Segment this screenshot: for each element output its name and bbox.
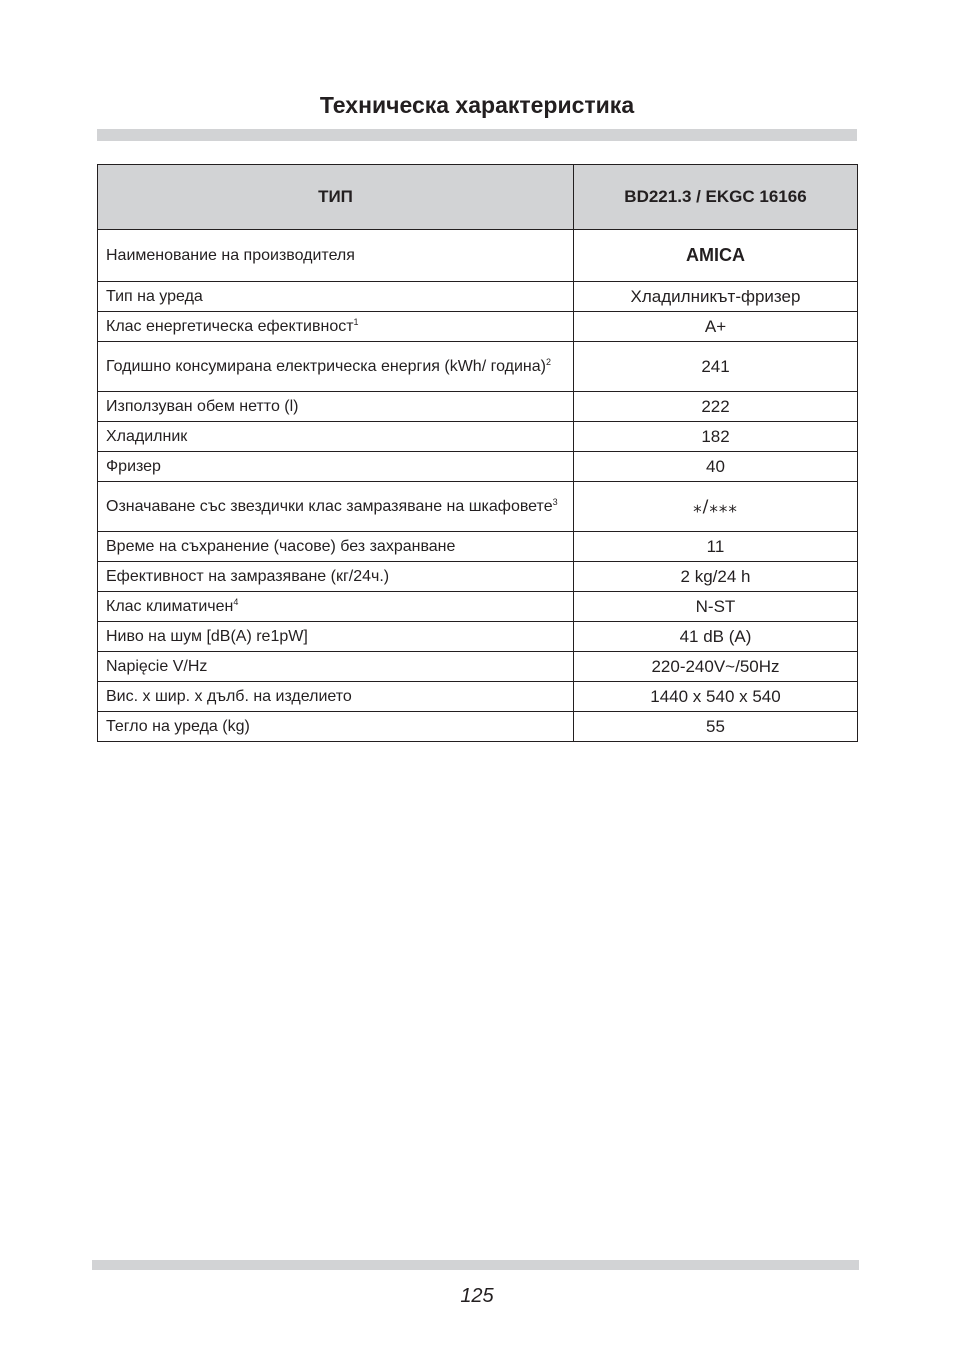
row-label: Означаване със звездички клас замразяване на шкафовете$^3$ bbox=[98, 482, 574, 532]
footer-divider bbox=[92, 1260, 859, 1270]
row-label: Вис. x шир. x дълб. на изделието bbox=[98, 682, 574, 712]
row-value: 41 dB (A) bbox=[574, 622, 858, 652]
row-value: Хладилникът-фризер bbox=[574, 282, 858, 312]
table-row bbox=[98, 562, 858, 592]
row-label: Време на съхранение (часове) без захранване bbox=[98, 532, 574, 562]
table-row bbox=[98, 622, 858, 652]
table-row bbox=[98, 282, 858, 312]
row-value: 182 bbox=[574, 422, 858, 452]
row-label: Клас климатичен$^4$ bbox=[98, 592, 574, 622]
row-label: Хладилник bbox=[98, 422, 574, 452]
row-value: 222 bbox=[574, 392, 858, 422]
table-row bbox=[98, 482, 858, 532]
row-label: Годишно консумирана електрическа енергия (kWh/ година)$^2$ bbox=[98, 342, 574, 392]
row-value: A+ bbox=[574, 312, 858, 342]
row-value: 2 kg/24 h bbox=[574, 562, 858, 592]
row-value: 11 bbox=[574, 532, 858, 562]
page-number: 125 bbox=[460, 1285, 494, 1307]
row-label: Наименование на производителя bbox=[98, 230, 574, 282]
table-row bbox=[98, 392, 858, 422]
row-label: Фризер bbox=[98, 452, 574, 482]
row-label: Ефективност на замразяване (кг/24ч.) bbox=[98, 562, 574, 592]
header-type-label: ТИП bbox=[98, 165, 574, 230]
table-row bbox=[98, 342, 858, 392]
row-value: AMICA bbox=[574, 230, 858, 282]
row-label: Тип на уреда bbox=[98, 282, 574, 312]
row-label: Тегло на уреда (kg) bbox=[98, 712, 574, 742]
table-row bbox=[98, 422, 858, 452]
table-row bbox=[98, 312, 858, 342]
table-row bbox=[98, 682, 858, 712]
row-label: Ниво на шум [dB(A) re1pW] bbox=[98, 622, 574, 652]
table-row bbox=[98, 712, 858, 742]
row-value: 55 bbox=[574, 712, 858, 742]
row-value: 1440 x 540 x 540 bbox=[574, 682, 858, 712]
spec-table bbox=[97, 164, 858, 742]
row-value: 241 bbox=[574, 342, 858, 392]
row-label: Използуван обем нетто (l) bbox=[98, 392, 574, 422]
footnote-ref: 4 bbox=[233, 597, 239, 607]
footnote-ref: 2 bbox=[545, 357, 551, 367]
star-rating-value: ⁎/⁎⁎⁎ bbox=[574, 482, 858, 532]
footnote-ref: 3 bbox=[552, 497, 558, 507]
row-label: Клас енергетическа ефективност$^1$ bbox=[98, 312, 574, 342]
table-row bbox=[98, 592, 858, 622]
row-value: N-ST bbox=[574, 592, 858, 622]
table-row-manufacturer bbox=[98, 230, 858, 282]
title-divider bbox=[97, 129, 857, 141]
page-title: Техническа характеристика bbox=[319, 92, 635, 118]
table-header-row bbox=[98, 165, 858, 230]
row-value: 40 bbox=[574, 452, 858, 482]
table-row bbox=[98, 652, 858, 682]
header-model: BD221.3 / EKGC 16166 bbox=[574, 165, 858, 230]
row-label: Napięcie V/Hz bbox=[98, 652, 574, 682]
table-row bbox=[98, 532, 858, 562]
table-row bbox=[98, 452, 858, 482]
row-value: 220-240V~/50Hz bbox=[574, 652, 858, 682]
footnote-ref: 1 bbox=[353, 317, 359, 327]
